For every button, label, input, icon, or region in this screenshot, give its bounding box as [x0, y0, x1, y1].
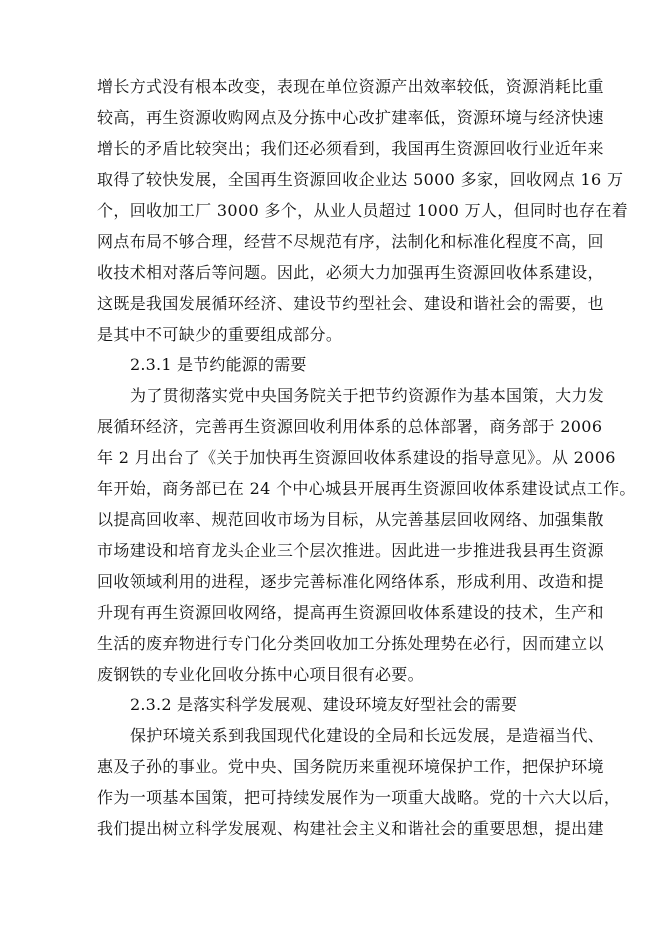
- body-text-line: 作为一项基本国策，把可持续发展作为一项重大战略。党的十六大以后，: [97, 788, 621, 807]
- body-text-line: 我们提出树立科学发展观、构建社会主义和谐社会的重要思想，提出建: [97, 819, 604, 838]
- body-text-line: 回收领域利用的进程，逐步完善标准化网络体系，形成利用、改造和提: [97, 572, 604, 591]
- body-text-line: 收技术相对落后等问题。因此，必须大力加强再生资源回收体系建设，: [97, 263, 604, 282]
- body-text-line: 年开始，商务部已在 24 个中心城县开展再生资源回收体系建设试点工作。: [97, 479, 636, 498]
- body-text-line: 保护环境关系到我国现代化建设的全局和长远发展，是造福当代、: [130, 726, 605, 745]
- body-text-line: 网点布局不够合理，经营不尽规范有序，法制化和标准化程度不高，回: [97, 232, 604, 251]
- body-text-line: 增长的矛盾比较突出；我们还必须看到，我国再生资源回收行业近年来: [97, 139, 604, 158]
- body-text-line: 是其中不可缺少的重要组成部分。: [97, 325, 343, 344]
- body-text-line: 这既是我国发展循环经济、建设节约型社会、建设和谐社会的需要，也: [97, 294, 604, 313]
- body-text-line: 增长方式没有根本改变，表现在单位资源产出效率较低，资源消耗比重: [97, 77, 604, 96]
- body-text-line: 取得了较快发展，全国再生资源回收企业达 5000 多家，回收网点 16 万: [97, 170, 624, 189]
- body-text-line: 废钢铁的专业化回收分拣中心项目很有必要。: [97, 665, 425, 684]
- body-text-line: 较高，再生资源收购网点及分拣中心改扩建率低，资源环境与经济快速: [97, 108, 604, 127]
- body-text-line: 为了贯彻落实党中央国务院关于把节约资源作为基本国策，大力发: [130, 386, 605, 405]
- section-heading: 2.3.1 是节约能源的需要: [130, 355, 307, 374]
- body-text-line: 市场建设和培育龙头企业三个层次推进。因此进一步推进我县再生资源: [97, 541, 604, 560]
- body-text-line: 升现有再生资源回收网络，提高再生资源回收体系建设的技术，生产和: [97, 603, 604, 622]
- section-heading: 2.3.2 是落实科学发展观、建设环境友好型社会的需要: [130, 695, 518, 714]
- body-text-line: 以提高回收率、规范回收市场为目标，从完善基层回收网络、加强集散: [97, 510, 604, 529]
- body-text-line: 个，回收加工厂 3000 多个，从业人员超过 1000 万人，但同时也存在着: [97, 201, 629, 220]
- body-text-line: 展循环经济，完善再生资源回收利用体系的总体部署，商务部于 2006: [97, 417, 603, 436]
- body-text-line: 惠及子孙的事业。党中央、国务院历来重视环境保护工作，把保护环境: [97, 757, 604, 776]
- body-text-line: 生活的废弃物进行专门化分类回收加工分拣处理势在必行，因而建立以: [97, 634, 604, 653]
- body-text-line: 年 2 月出台了《关于加快再生资源回收体系建设的指导意见》。从 2006: [97, 448, 616, 467]
